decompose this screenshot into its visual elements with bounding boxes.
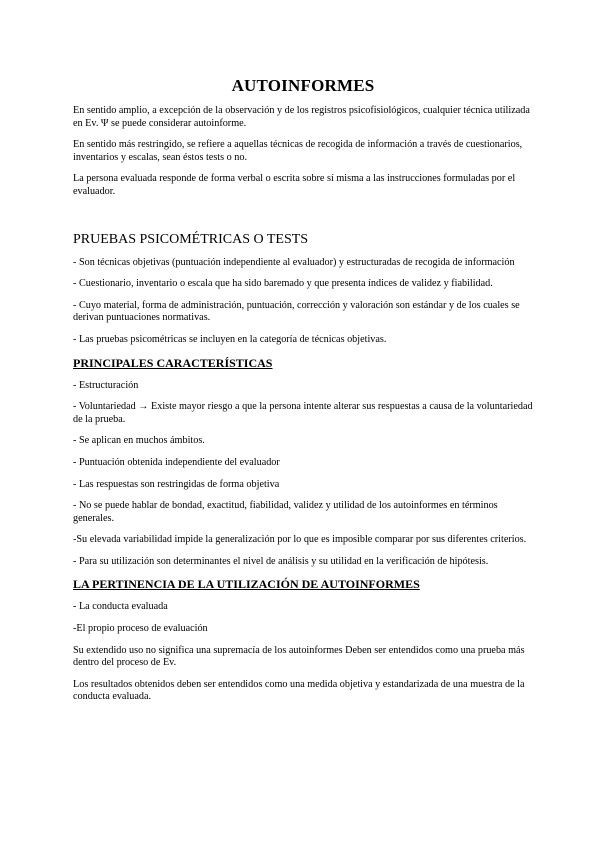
relevance-paragraph-2: Los resultados obtenidos deben ser entendidos como una medida objetiva y estandarizada de una muestra de la conducta evaluada. [73,678,525,703]
tests-item-4: - Las pruebas psicométricas se incluyen en la categoría de técnicas objetivas. [73,333,387,345]
features-item-3: - Se aplican en muchos ámbitos. [73,435,205,447]
intro-paragraph-2: En sentido más restringido, se refiere a aquellas técnicas de recogida de información a través de cuestionarios, inventarios y escalas, sean éstos tests o no. [73,139,523,163]
document-title: AUTOINFORMES [231,76,375,95]
features-item-2: - Voluntariedad → Existe mayor riesgo a que la persona intente alterar sus respuestas a causa de la voluntariedad de la prueba. [73,401,533,425]
intro-paragraph-1: En sentido amplio, a excepción de la observación y de los registros psicofisiológicos, cualquier técnica utilizada en Ev. Ψ se puede considerar autoinforme. [73,105,530,129]
features-item-6: - No se puede hablar de bondad, exactitud, fiabilidad, validez y utilidad de los autoinformes en términos generales. [73,500,498,524]
section-heading-features: PRINCIPALES CARACTERÍSTICAS [73,355,273,370]
features-item-5: - Las respuestas son restringidas de forma objetiva [73,478,280,490]
relevance-paragraph-1: Su extendido uso no significa una supremacía de los autoinformes Deben ser entendidos como una prueba más dentro del proceso de Ev. [73,644,525,669]
features-item-8: - Para su utilización son determinantes el nivel de análisis y su utilidad en la verificación de hipótesis. [73,555,489,567]
features-item-4: - Puntuación obtenida independiente del evaluador [73,456,280,468]
section-spacer [73,208,533,232]
relevance-item-1: - La conducta evaluada [73,601,168,613]
document-page [73,76,533,713]
features-item-1: - Estructuración [73,379,139,391]
tests-item-1: - Son técnicas objetivas (puntuación independiente al evaluador) y estructuradas de recogida de información [73,256,515,268]
section-heading-tests: PRUEBAS PSICOMÉTRICAS O TESTS [73,231,309,247]
relevance-item-2: -El propio proceso de evaluación [73,623,208,635]
intro-paragraph-3: La persona evaluada responde de forma verbal o escrita sobre sí misma a las instrucciones formuladas por el evaluador. [73,173,516,197]
section-heading-relevance: LA PERTINENCIA DE LA UTILIZACIÓN DE AUTOINFORMES [73,577,420,592]
tests-item-3: - Cuyo material, forma de administración, puntuación, corrección y valoración son estándar y de los cuales se derivan puntuaciones normativas. [73,299,520,324]
features-item-7: -Su elevada variabilidad impide la generalización por lo que es imposible comparar por sus diferentes criterios. [73,534,527,546]
tests-item-2: - Cuestionario, inventario o escala que ha sido baremado y que presenta índices de validez y fiabilidad. [73,278,493,290]
